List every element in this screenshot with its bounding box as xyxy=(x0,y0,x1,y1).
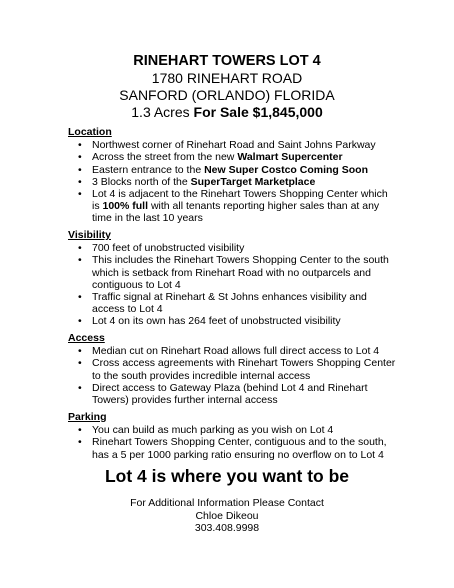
contact-name: Chloe Dikeou xyxy=(195,509,259,522)
contact-phone: 303.408.9998 xyxy=(194,522,260,534)
section-title: Access xyxy=(68,332,105,344)
listing-acres: 1.3 Acres xyxy=(131,104,194,120)
list-item: • Lot 4 is adjacent to the Rinehart Towers Shopping Center which is 100% full with all tenants reporting higher sales than at any time in the last 10 years xyxy=(68,188,398,225)
section-access xyxy=(68,332,398,406)
list-item: • Eastern entrance to the New Super Costco Coming Soon xyxy=(68,164,398,176)
listing-city: SANFORD (ORLANDO) FLORIDA xyxy=(119,87,335,103)
listing-title: RINEHART TOWERS LOT 4 xyxy=(133,53,321,69)
bullet-list xyxy=(68,139,398,224)
section-visibility xyxy=(68,229,398,328)
section-title: Visibility xyxy=(68,229,111,241)
contact-intro: For Additional Information Please Contact xyxy=(130,497,324,509)
list-item: • This includes the Rinehart Towers Shopping Center to the south which is setback from Rinehart Road with no outparcels and contiguous to Lot 4 xyxy=(68,254,398,291)
list-item: • Across the street from the new Walmart Supercenter xyxy=(68,151,398,163)
bullet-list xyxy=(68,424,398,461)
list-item: • Direct access to Gateway Plaza (behind Lot 4 and Rinehart Towers) provides further internal access xyxy=(68,382,398,406)
listing-header xyxy=(0,53,454,121)
section-title: Parking xyxy=(68,411,107,423)
bullet-list xyxy=(68,242,398,327)
list-item: • Rinehart Towers Shopping Center, contiguous and to the south, has a 5 per 1000 parking ratio ensuring no overflow on to Lot 4 xyxy=(68,436,398,460)
contact-block xyxy=(0,497,454,535)
list-item: • Traffic signal at Rinehart & St Johns enhances visibility and access to Lot 4 xyxy=(68,291,398,315)
listing-sale-price: For Sale $1,845,000 xyxy=(193,104,323,120)
listing-price-line xyxy=(0,104,454,121)
tagline: Lot 4 is where you want to be xyxy=(104,466,350,486)
list-item: • 3 Blocks north of the SuperTarget Marketplace xyxy=(68,176,398,188)
list-item: • Cross access agreements with Rinehart Towers Shopping Center to the south provides incredible internal access xyxy=(68,357,398,381)
listing-address: 1780 RINEHART ROAD xyxy=(151,70,303,86)
section-parking xyxy=(68,411,398,461)
list-item: • Northwest corner of Rinehart Road and Saint Johns Parkway xyxy=(68,139,398,151)
bullet-list xyxy=(68,345,398,406)
list-item: • Median cut on Rinehart Road allows full direct access to Lot 4 xyxy=(68,345,398,357)
list-item: • You can build as much parking as you wish on Lot 4 xyxy=(68,424,398,436)
section-location xyxy=(68,126,398,225)
section-title: Location xyxy=(68,126,112,138)
list-item: • 700 feet of unobstructed visibility xyxy=(68,242,398,254)
list-item: • Lot 4 on its own has 264 feet of unobstructed visibility xyxy=(68,315,398,327)
